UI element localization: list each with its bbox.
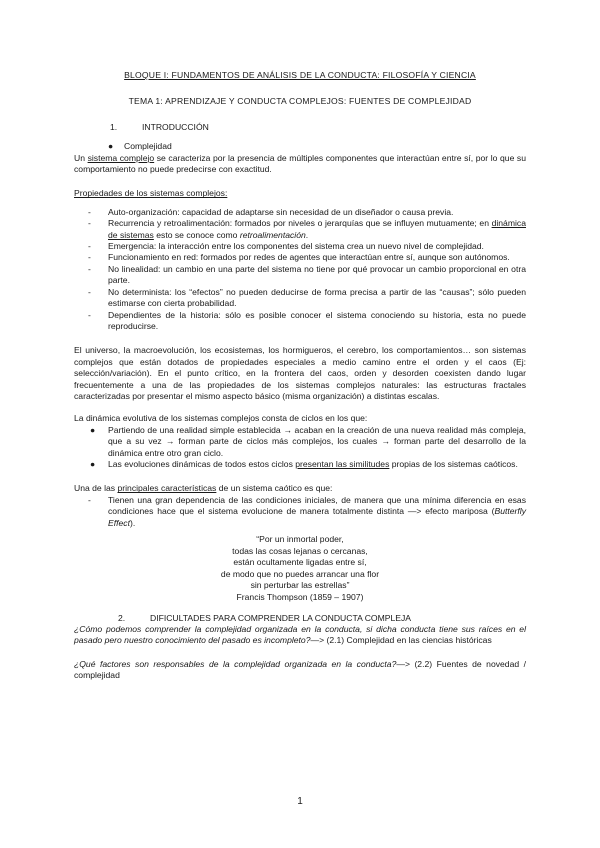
section-1-number: 1. — [110, 121, 118, 132]
chaos-item-post: ). — [129, 517, 136, 528]
chaos-item-italic: Butterfly Effect — [108, 506, 526, 528]
question-1-answer: —> (2.1) Complejidad en las ciencias históricas — [310, 635, 492, 646]
universe-paragraph: El universo, la macroevolución, los ecosistemas, los hormigueros, el cerebro, los comportamientos… son sistemas complejos que están dotados de propiedades especiales a medio camino entre el orden y el caos (Ej: selección/variación). En el punto crítico, en la frontera del caos, orden y desorden coexisten dando lugar frecuentemente a una de las propiedades de los sistemas complejos naturales: las estructuras fractales caracterizadas por presentar el mismo aspecto básico (misma organización) a distintas escalas. — [74, 345, 526, 401]
list-item: - Tienen una gran dependencia de las condiciones iniciales, de manera que una mínima diferencia en esas condiciones hace que el sistema evolucione de manera totalmente distinta —> efecto mariposa (Butterfly Effect). — [88, 494, 526, 528]
list-item — [74, 425, 526, 459]
list-item: - Recurrencia y retroalimentación: formados por niveles o jerarquías que se influyen mutuamente; en dinámica de sistemas esto se conoce como retroalimentación. — [88, 218, 526, 240]
prop-text: No linealidad: un cambio en una parte del sistema no tiene por qué provocar un cambio proporcional en otra parte. — [108, 263, 526, 286]
list-item: - No linealidad: un cambio en una parte del sistema no tiene por qué provocar un cambio proporcional en otra parte. — [88, 263, 526, 286]
prop-text: Funcionamiento en red: formados por redes de agentes que interactúan entre sí, aunque son autónomos. — [108, 252, 510, 263]
chaos-item-pre: Tienen una gran dependencia de las condiciones iniciales, de manera que una mínima diferencia en esas condiciones hace que el sistema evolucione de manera totalmente distinta —> efecto mariposa ( — [108, 494, 526, 517]
dynamics-list — [74, 425, 526, 471]
chaos-pre: Una de las — [74, 483, 118, 494]
list-item: - Emergencia: la interacción entre los componentes del sistema crea un nuevo nivel de complejidad. — [74, 241, 526, 252]
prop-italic: retroalimentación — [239, 229, 306, 240]
prop-text: No determinista: los “efectos” no pueden deducirse de forma precisa a partir de las “causas”; sólo pueden estimarse con cierta probabilidad. — [108, 286, 526, 309]
question-2-text: ¿Qué factores son responsables de la complejidad organizada en la conducta? — [74, 658, 397, 669]
prop-text: Auto-organización: capacidad de adaptarse sin necesidad de un diseñador o causa previa. — [108, 206, 454, 217]
chaos-intro — [74, 483, 526, 494]
dynamics-intro: La dinámica evolutiva de los sistemas complejos consta de ciclos en los que: — [74, 413, 368, 424]
question-2-answer: —> (2.2) Fuentes de novedad / complejidad — [74, 658, 526, 681]
block-title: BLOQUE I: FUNDAMENTOS DE ANÁLISIS DE LA CONDUCTA: FILOSOFÍA Y CIENCIA — [124, 70, 476, 80]
poem-line: todas las cosas lejanas o cercanas, — [232, 545, 368, 556]
section-2-number: 2. — [118, 612, 126, 623]
properties-list — [74, 207, 526, 332]
dynamics-link: presentan las similitudes — [295, 458, 390, 469]
section-2-heading — [74, 613, 526, 624]
section-1-heading — [74, 122, 526, 133]
topic-title: TEMA 1: APRENDIZAJE Y CONDUCTA COMPLEJOS: FUENTES DE COMPLEJIDAD — [128, 96, 472, 107]
chaos-post: de un sistema caótico es que: — [216, 483, 333, 494]
dynamics-text: Partiendo de una realidad simple establecida → acaban en la creación de una nueva realidad más compleja, que a su vez → forman parte de ciclos más complejos, los cuales → forman parte del desarrollo de la dinámica entre otro gran ciclo. — [108, 424, 526, 458]
chaos-link: principales características — [117, 483, 217, 494]
bullet-dot-icon: ● — [90, 458, 96, 469]
prop-end: . — [305, 229, 309, 240]
prop-after: esto se conoce como — [153, 229, 240, 240]
prop-link: dinámica de sistemas — [108, 218, 526, 240]
page-number: 1 — [297, 796, 303, 807]
list-item — [74, 459, 526, 470]
complexity-bullet — [74, 141, 526, 152]
intro-link: sistema complejo — [87, 152, 155, 163]
poem-line: “Por un inmortal poder, — [256, 534, 344, 544]
intro-pre: Un — [74, 152, 88, 163]
bullet-dot-icon: ● — [90, 424, 96, 435]
question-1-text: ¿Cómo podemos comprender la complejidad organizada en la conducta, si dicha conducta tiene sus raíces en el pasado pero nuestro conocimiento del pasado es incompleto? — [74, 623, 526, 646]
poem-line: sin perturbar las estrellas” — [250, 580, 350, 591]
section-1-title: INTRODUCCIÓN — [142, 121, 209, 132]
question-1 — [74, 624, 526, 647]
poem-line: de modo que no puedes arrancar una flor — [220, 568, 380, 579]
list-item: - Auto-organización: capacidad de adaptarse sin necesidad de un diseñador o causa previa. — [74, 207, 526, 218]
intro-post: se caracteriza por la presencia de múltiples componentes que interactúan entre sí, por lo que su comportamiento no puede predecirse con exactitud. — [74, 152, 527, 175]
list-item: - No determinista: los “efectos” no pueden deducirse de forma precisa a partir de las “causas”; sólo pueden estimarse con cierta probabilidad. — [88, 286, 526, 309]
section-2-title: DIFICULTADES PARA COMPRENDER LA CONDUCTA COMPLEJA — [150, 612, 412, 623]
dynamics-post: propias de los sistemas caóticos. — [389, 458, 518, 469]
list-item: - Funcionamiento en red: formados por redes de agentes que interactúan entre sí, aunque son autónomos. — [74, 252, 526, 263]
dynamics-pre: Las evoluciones dinámicas de todos estos ciclos — [108, 458, 296, 469]
prop-text: Recurrencia y retroalimentación: formados por niveles o jerarquías que se influyen mutuamente; en — [108, 218, 492, 229]
poem-line: están ocultamente ligadas entre sí, — [233, 557, 367, 568]
poem-quote — [74, 534, 526, 604]
poem-author: Francis Thompson (1859 – 1907) — [236, 591, 364, 602]
bullet-dot-icon: ● — [108, 141, 114, 152]
intro-paragraph — [74, 153, 526, 176]
list-item: - Dependientes de la historia: sólo es posible conocer el sistema conociendo su historia, esta no puede reproducirse. — [88, 309, 526, 331]
prop-text: Emergencia: la interacción entre los componentes del sistema crea un nuevo nivel de complejidad. — [108, 241, 484, 252]
question-2 — [74, 659, 526, 682]
prop-text: Dependientes de la historia: sólo es posible conocer el sistema conociendo su historia, esta no puede reproducirse. — [108, 309, 526, 331]
complexity-label: Complejidad — [124, 141, 172, 152]
properties-heading: Propiedades de los sistemas complejos: — [74, 188, 228, 199]
chaos-list — [74, 495, 526, 529]
